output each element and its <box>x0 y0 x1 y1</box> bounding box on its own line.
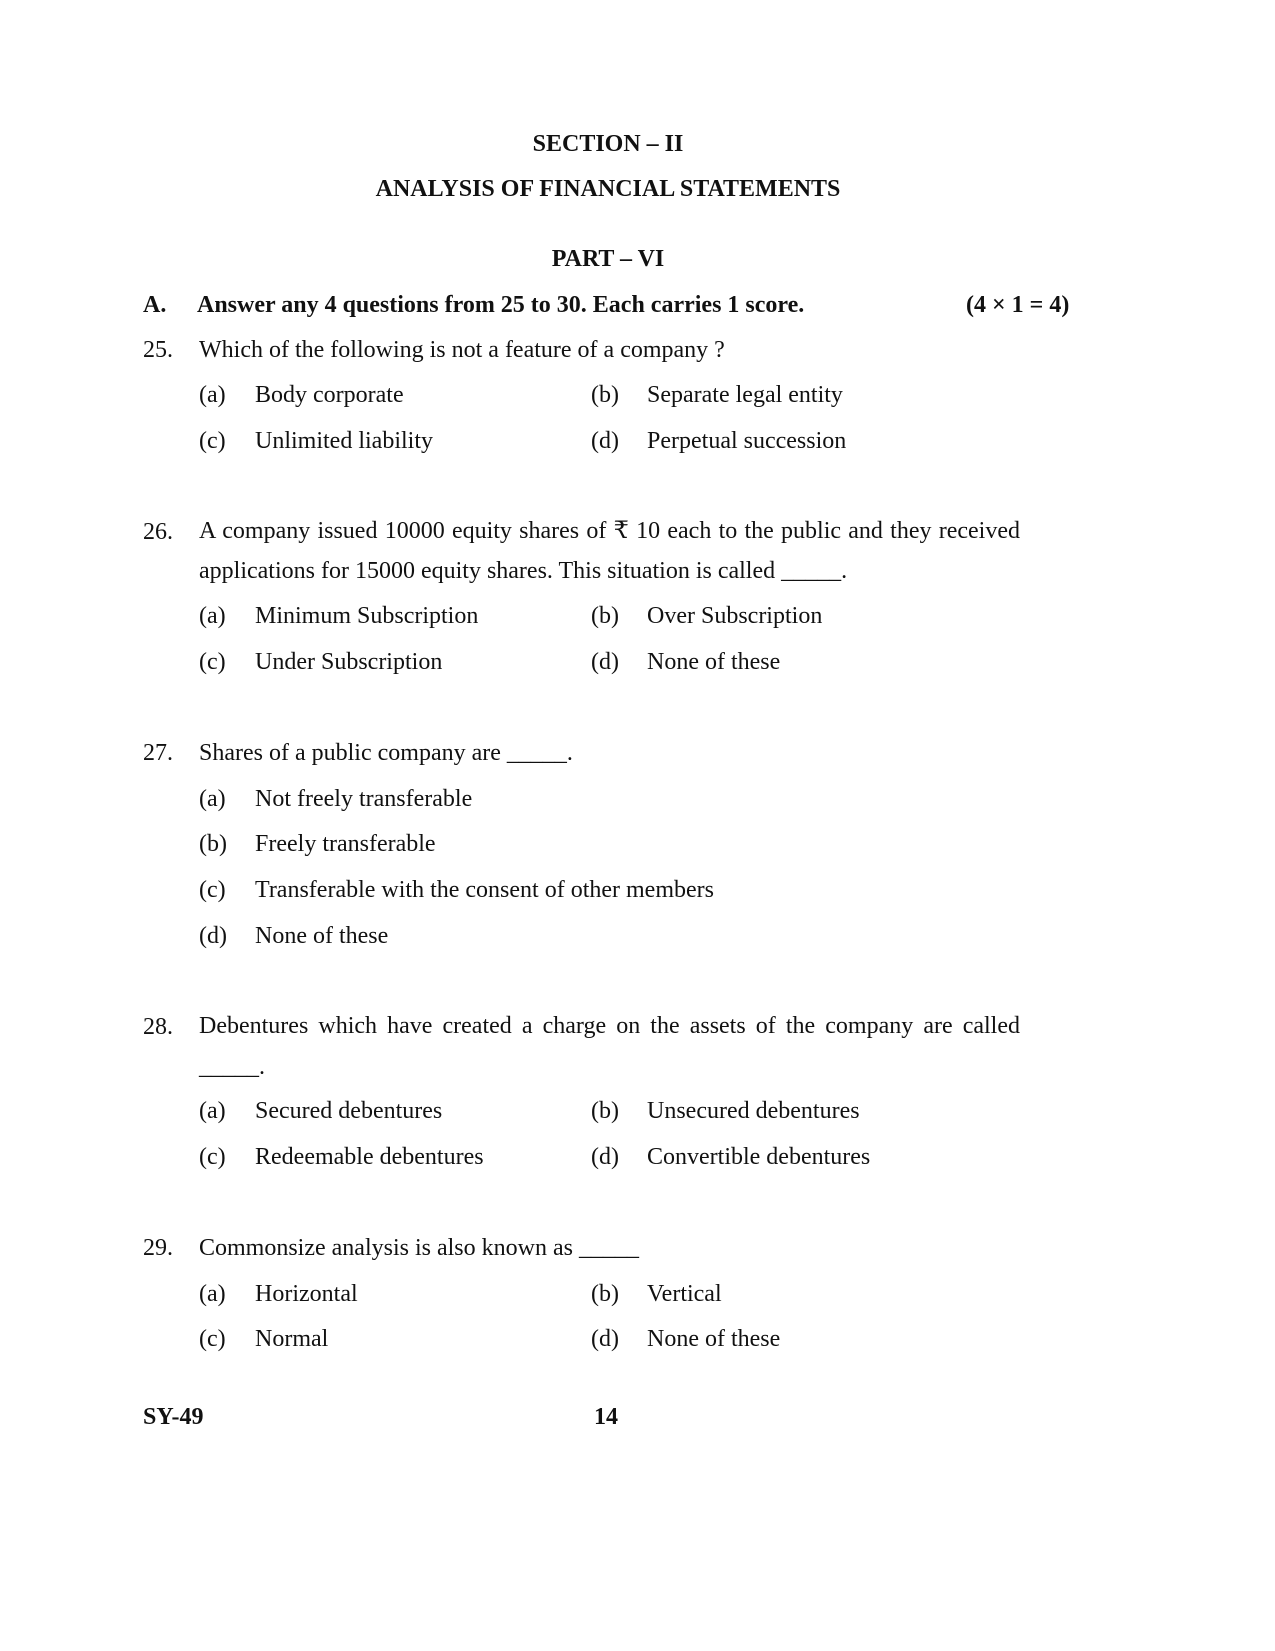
question-number: 27. <box>143 740 173 766</box>
option-label: (b) <box>199 831 227 857</box>
option-text: Unlimited liability <box>255 428 433 454</box>
question-number: 25. <box>143 337 173 363</box>
question-text-line-2: applications for 15000 equity shares. This situation is called _____. <box>199 558 848 584</box>
question-text-line-2: _____. <box>199 1054 265 1080</box>
option-label: (a) <box>199 382 226 408</box>
option-label: (c) <box>199 1326 226 1352</box>
option-label: (b) <box>591 1281 619 1307</box>
question-text-line-1: A company issued 10000 equity shares of ₹ 10 each to the public and they received <box>199 518 1020 544</box>
option-text: Secured debentures <box>255 1098 443 1124</box>
option-label: (a) <box>199 786 226 812</box>
option-text: Vertical <box>647 1281 722 1307</box>
option-text: None of these <box>647 649 781 675</box>
question-number: 28. <box>143 1014 173 1040</box>
option-text: Unsecured debentures <box>647 1098 860 1124</box>
option-label: (b) <box>591 603 619 629</box>
option-label: (d) <box>591 428 619 454</box>
question-number: 26. <box>143 519 173 545</box>
option-text: Not freely transferable <box>255 786 473 812</box>
option-text: Separate legal entity <box>647 382 843 408</box>
question-text-line-1: Debentures which have created a charge on the assets of the company are called <box>199 1013 1020 1039</box>
option-text: Perpetual succession <box>647 428 847 454</box>
option-text: Normal <box>255 1326 329 1352</box>
instruction-marks: (4 × 1 = 4) <box>966 292 1070 318</box>
question-text: Which of the following is not a feature of a company ? <box>199 337 725 363</box>
option-label: (c) <box>199 428 226 454</box>
option-text: Over Subscription <box>647 603 823 629</box>
question-text: Commonsize analysis is also known as _____ <box>199 1235 639 1261</box>
option-text: None of these <box>255 923 389 949</box>
part-title: PART – VI <box>551 246 665 272</box>
option-label: (b) <box>591 1098 619 1124</box>
page-number: 14 <box>594 1404 618 1430</box>
section-title: SECTION – II <box>532 131 684 157</box>
footer-code: SY-49 <box>143 1404 204 1430</box>
option-text: Horizontal <box>255 1281 358 1307</box>
option-text: Transferable with the consent of other members <box>255 877 714 903</box>
instruction-text: Answer any 4 questions from 25 to 30. Each carries 1 score. <box>197 292 805 318</box>
option-label: (d) <box>591 649 619 675</box>
option-label: (d) <box>591 1326 619 1352</box>
option-label: (c) <box>199 1144 226 1170</box>
option-label: (d) <box>199 923 227 949</box>
option-label: (a) <box>199 1281 226 1307</box>
option-label: (b) <box>591 382 619 408</box>
option-text: Convertible debentures <box>647 1144 871 1170</box>
question-number: 29. <box>143 1235 173 1261</box>
option-text: Freely transferable <box>255 831 436 857</box>
option-text: Under Subscription <box>255 649 443 675</box>
option-text: Body corporate <box>255 382 404 408</box>
option-text: None of these <box>647 1326 781 1352</box>
option-label: (c) <box>199 649 226 675</box>
instruction-label: A. <box>143 292 167 318</box>
option-label: (c) <box>199 877 226 903</box>
subject-title: ANALYSIS OF FINANCIAL STATEMENTS <box>375 176 841 202</box>
option-label: (a) <box>199 1098 226 1124</box>
option-label: (a) <box>199 603 226 629</box>
option-label: (d) <box>591 1144 619 1170</box>
question-text: Shares of a public company are _____. <box>199 740 573 766</box>
option-text: Redeemable debentures <box>255 1144 484 1170</box>
option-text: Minimum Subscription <box>255 603 479 629</box>
